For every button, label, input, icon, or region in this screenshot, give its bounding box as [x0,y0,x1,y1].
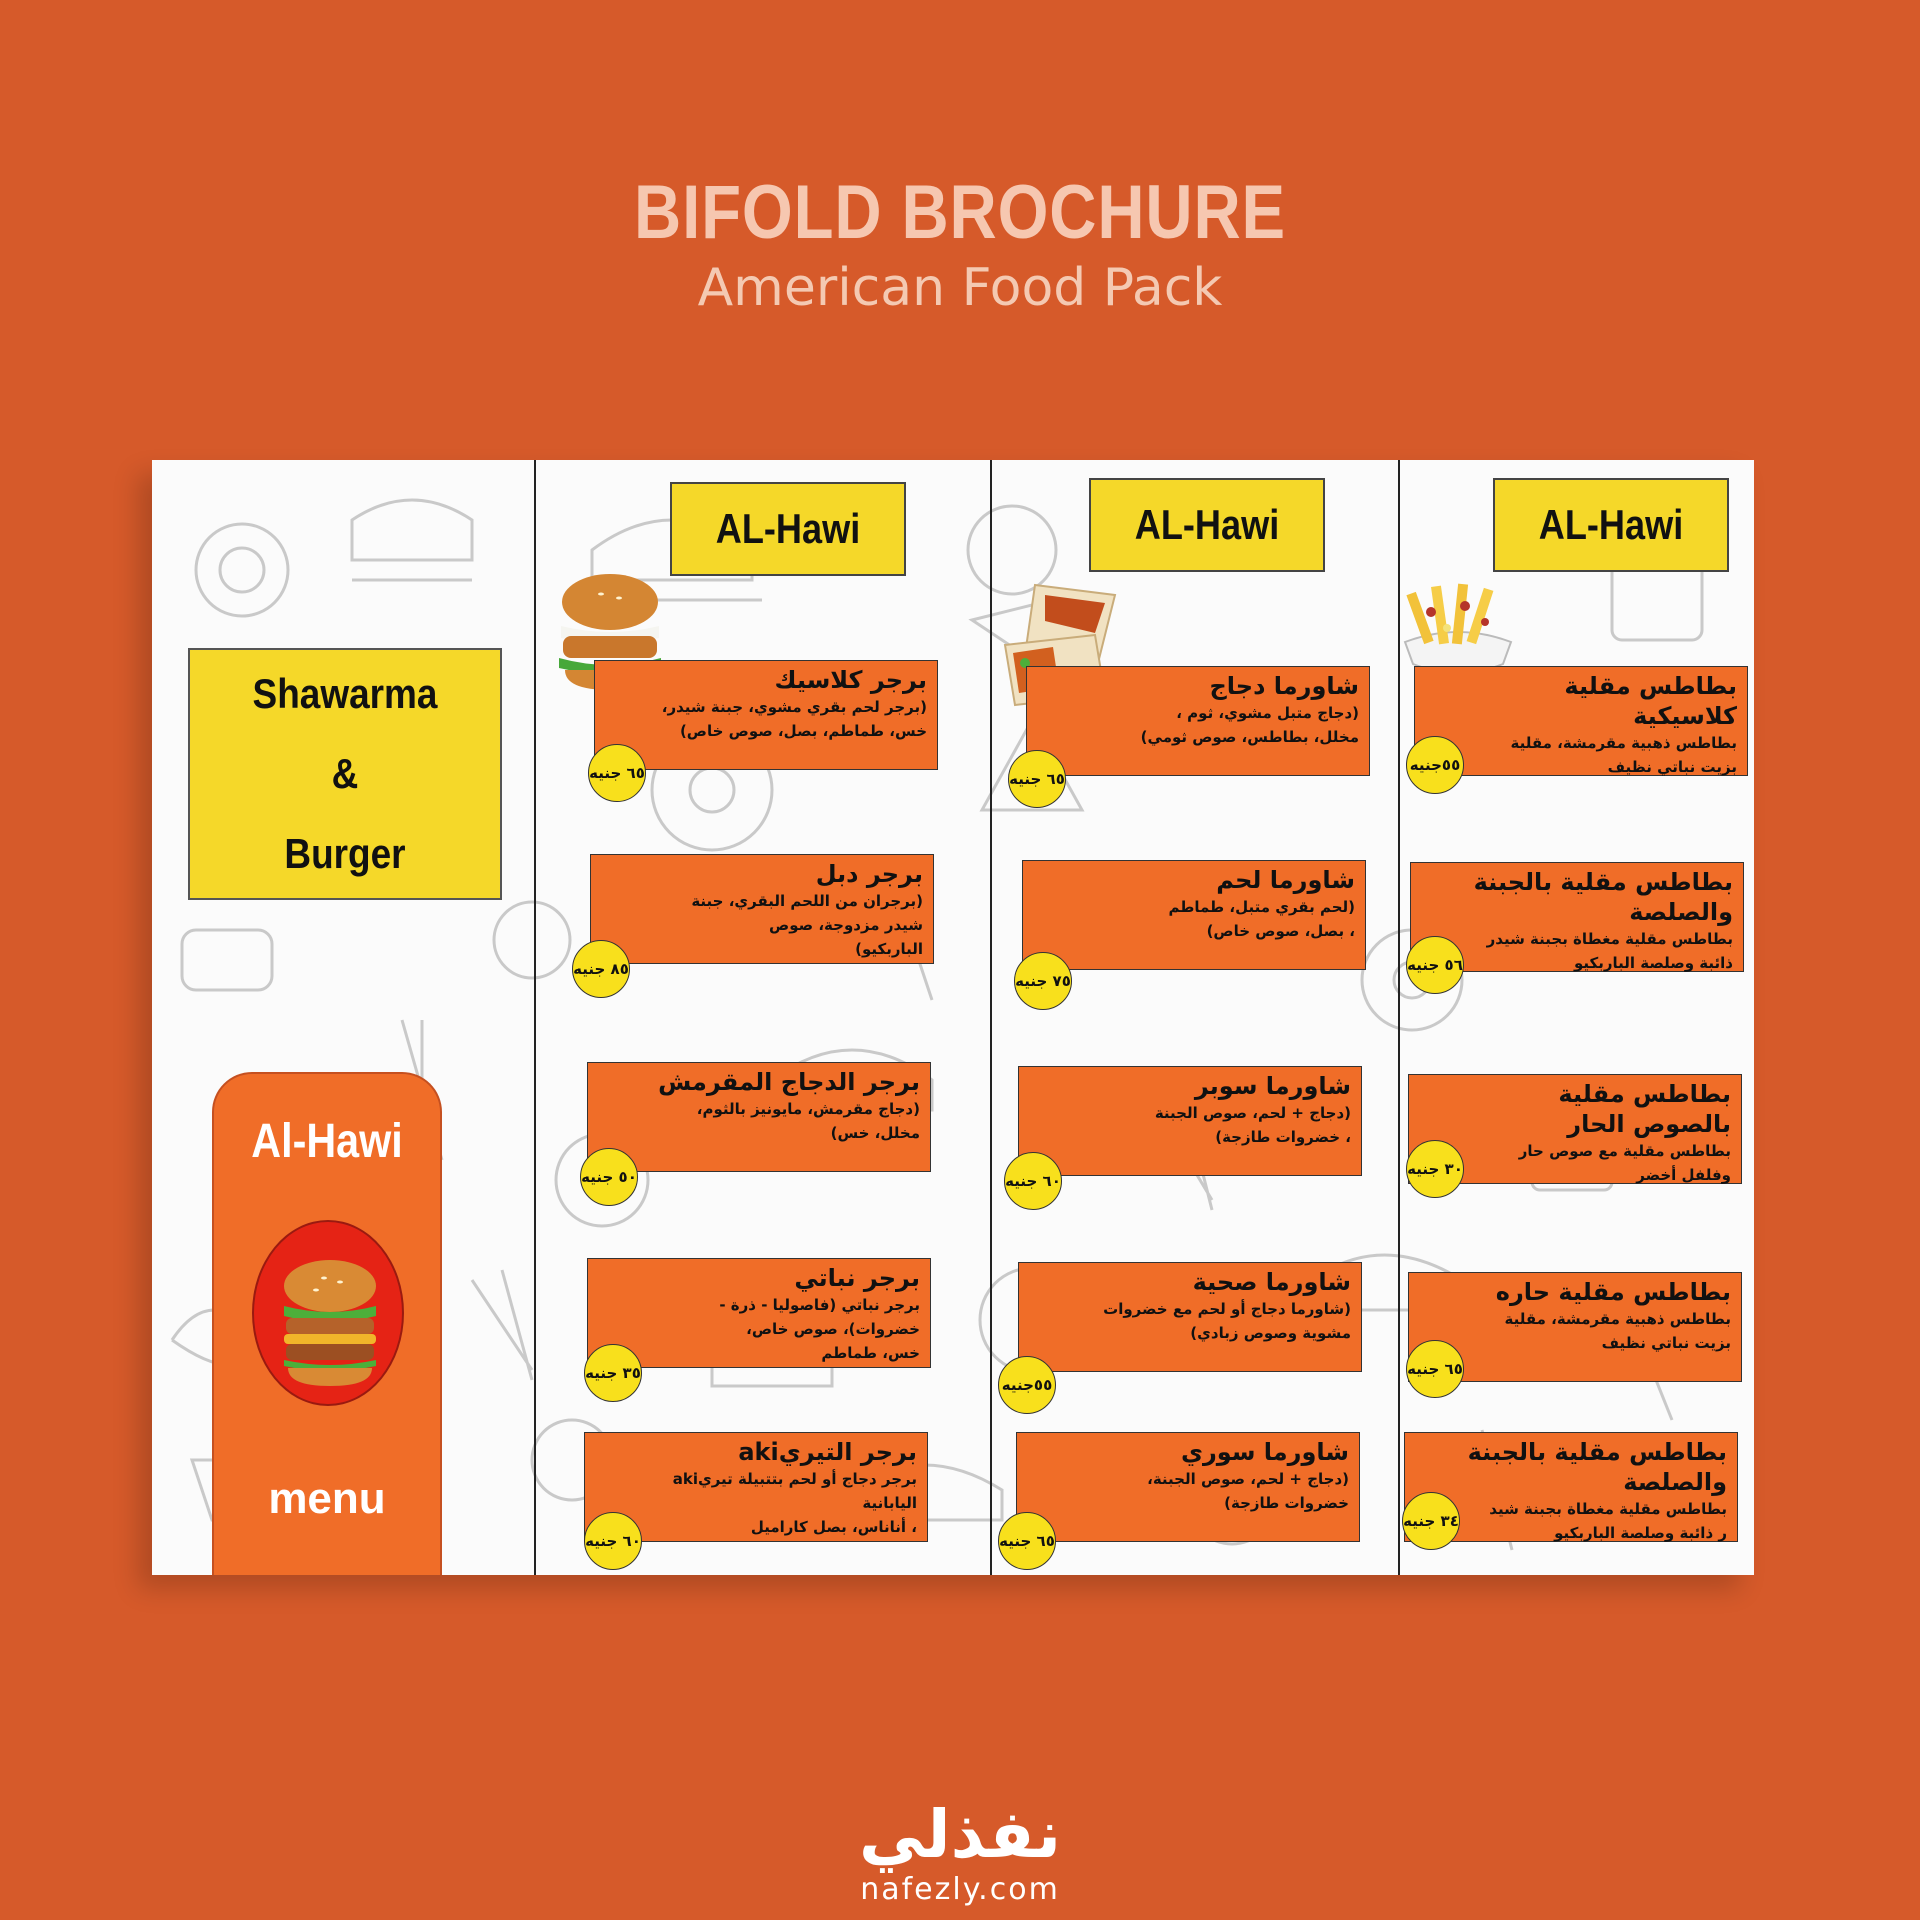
price-badge: ٦٠ جنيه [1004,1152,1062,1210]
item-desc: مشوية وصوص زبادي) [1190,1324,1351,1342]
menu-item-shawarma-4 [1018,1262,1362,1372]
item-desc: ، بصل، صوص خاص) [1206,922,1355,940]
item-desc: (دجاج مقرمش، مايونيز بالثوم، مخلل، خس) [696,1100,920,1142]
brand-label-burger: AL-Hawi [670,482,906,576]
item-desc: (برجران من اللحم البقري، جبنة شيدر مزدوجة، صوص [691,892,923,934]
price-badge: ٦٥ جنيه [998,1512,1056,1570]
price-badge: ٦٠ جنيه [584,1512,642,1570]
menu-item-burger-4 [587,1258,931,1368]
price-badge: ٥٥جنيه [998,1356,1056,1414]
price-badge: ٨٥ جنيه [572,940,630,998]
item-desc: بطاطس مقلية مغطاة بجبنة شيدر [1486,930,1733,948]
item-desc: ، خضروات طازجة) [1215,1128,1351,1146]
item-desc: برجر نباتي (فاصوليا - ذرة - خضروات)، صوص خاص، [719,1296,920,1338]
item-desc: ذائبة وصلصة الباربكيو [1573,954,1733,972]
menu-item-shawarma-2 [1022,860,1366,970]
item-desc: (لحم بقري متبل، طماطم [1168,898,1355,916]
heading-title: BIFOLD BROCHURE [634,170,1286,255]
item-desc: بطاطس مقلية مغطاة بجبنة شيد [1489,1500,1727,1518]
price-badge: ٣٥ جنيه [584,1344,642,1402]
item-name: برجر نباتي [794,1264,920,1292]
item-name: برجر الدجاج المقرمش [658,1068,920,1096]
item-desc: الباربكيو) [855,940,923,958]
item-desc: (شاورما دجاج أو لحم مع خضروات [1103,1300,1351,1318]
item-name: بطاطس مقلية بالجبنة والصلصة [1473,868,1733,926]
item-desc: خس، طماطم [821,1344,920,1362]
item-name: شاورما سوبر [1194,1072,1351,1100]
logo-url: nafezly.com [860,1872,1060,1907]
price-badge: ٣٤ جنيه [1402,1492,1460,1550]
shawarma-panel [991,460,1398,1575]
cover-title-box [188,648,502,900]
item-name: برجر كلاسيك [774,666,927,694]
cover-line-shawarma: Shawarma [252,670,438,717]
item-name: بطاطس مقلية كلاسيكية [1564,672,1737,730]
menu-item-shawarma-5 [1016,1432,1360,1542]
brochure [152,460,1754,1575]
price-badge: ٦٥ جنيه [588,744,646,802]
fries-panel [1399,460,1754,1575]
item-desc: خس، طماطم، بصل، صوص خاص) [679,722,927,740]
page-heading [0,170,1920,320]
price-badge: ٥٠ جنيه [580,1148,638,1206]
cover-tag-title: Al-Hawi [251,1115,403,1168]
item-name: بطاطس مقلية حاره [1495,1278,1731,1306]
cover-tag [212,1072,442,1575]
item-desc: بطاطس مقلية مع صوص حار وفلفل أخضر [1518,1142,1731,1184]
menu-item-burger-3 [587,1062,931,1172]
item-desc: مخلل، بطاطس، صوص ثومي) [1140,728,1359,746]
item-name: شاورما صحية [1192,1268,1351,1296]
menu-item-burger-2 [590,854,934,964]
item-desc: (دجاج + لحم، صوص الجبنة، [1147,1470,1349,1488]
nafezly-logo [0,1796,1920,1910]
brand-label-shawarma: AL-Hawi [1089,478,1325,572]
cover-line-burger: Burger [284,830,406,877]
item-desc: (دجاج متبل مشوي، ثوم ، [1176,704,1359,722]
item-desc: (برجر لحم بقري مشوي، جبنة شيدر، [661,698,927,716]
burger-photo [252,1220,404,1406]
price-badge: ٥٦ جنيه [1406,936,1464,994]
item-desc: بطاطس ذهبية مقرمشة، مقلية بزيت نباتي نظيف [1510,734,1737,776]
brand-label-fries: AL-Hawi [1493,478,1729,572]
item-desc: بطاطس ذهبية مقرمشة، مقلية بزيت نباتي نظيف [1504,1310,1731,1352]
price-badge: ٦٥ جنيه [1406,1340,1464,1398]
item-name: شاورما سوري [1180,1438,1349,1466]
item-name: شاورما لحم [1216,866,1355,894]
menu-item-burger-1 [594,660,938,770]
item-name: برجر دبل [815,860,923,888]
price-badge: ٧٥ جنيه [1014,952,1072,1010]
price-badge: ٦٥ جنيه [1008,750,1066,808]
cover-tag-menu: menu [268,1474,386,1523]
item-desc: ر ذائبة وصلصة الباربكيو [1554,1524,1727,1542]
item-name: بطاطس مقلية بالجبنة والصلصة [1467,1438,1727,1496]
price-badge: ٣٠ جنيه [1406,1140,1464,1198]
logo-arabic: نفذلي [859,1796,1061,1873]
item-desc: خضروات طازجة) [1224,1494,1349,1512]
cover-line-ampersand: & [331,750,359,797]
cover-panel [152,460,534,1575]
item-name: شاورما دجاج [1209,672,1359,700]
item-desc: ، أناناس، بصل كاراميل [750,1518,917,1536]
heading-subtitle: American Food Pack [697,258,1223,318]
item-desc: (دجاج + لحم، صوص الجبنة [1154,1104,1351,1122]
item-desc: برجر دجاج أو لحم بتتبيلة تيريaki اليابانية [672,1470,917,1512]
price-badge: ٥٥جنيه [1406,736,1464,794]
item-name: برجر التيريaki [738,1438,917,1466]
menu-item-fries-1 [1414,666,1748,776]
item-name: بطاطس مقلية بالصوص الحار [1558,1080,1731,1138]
burger-panel [535,460,990,1575]
menu-item-shawarma-1 [1026,666,1370,776]
menu-item-shawarma-3 [1018,1066,1362,1176]
